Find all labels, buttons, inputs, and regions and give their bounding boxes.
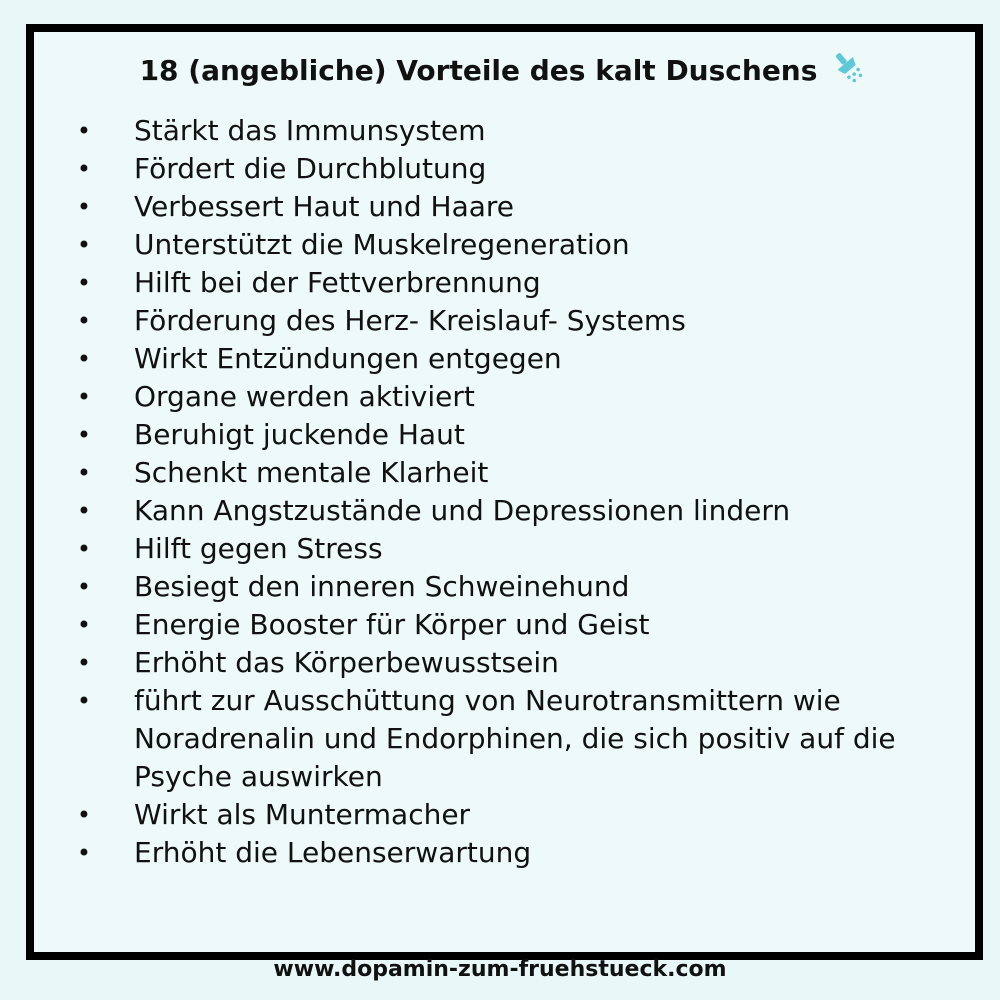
bullet-icon: • xyxy=(76,573,92,601)
bullet-icon: • xyxy=(76,649,92,677)
list-item-text: Beruhigt juckende Haut xyxy=(134,418,465,451)
list-item-text: Förderung des Herz- Kreislauf- Systems xyxy=(134,304,686,337)
bullet-icon: • xyxy=(76,117,92,145)
bullet-icon: • xyxy=(76,535,92,563)
list-item xyxy=(34,834,975,872)
list-item-text: Energie Booster für Körper und Geist xyxy=(134,608,650,641)
bullet-icon: • xyxy=(76,459,92,487)
list-item xyxy=(34,340,975,378)
list-item xyxy=(34,378,975,416)
bullet-icon: • xyxy=(76,269,92,297)
list-item xyxy=(34,530,975,568)
bullet-icon: • xyxy=(76,383,92,411)
list-item xyxy=(34,796,975,834)
list-item-text: Kann Angstzustände und Depressionen lindern xyxy=(134,494,791,527)
list-item-text: führt zur Ausschüttung von Neurotransmittern wie Noradrenalin und Endorphinen, die sich positiv auf die Psyche auswirken xyxy=(134,684,896,793)
bullet-icon: • xyxy=(76,497,92,525)
shower-icon xyxy=(829,48,869,88)
list-item-text: Schenkt mentale Klarheit xyxy=(134,456,489,489)
list-item-text: Wirkt als Muntermacher xyxy=(134,798,471,831)
list-item xyxy=(34,682,975,796)
list-item-text: Verbessert Haut und Haare xyxy=(134,190,515,223)
list-item xyxy=(34,454,975,492)
benefit-list xyxy=(34,112,975,872)
list-item-text: Organe werden aktiviert xyxy=(134,380,475,413)
content-frame xyxy=(26,24,983,960)
list-item xyxy=(34,188,975,226)
list-item xyxy=(34,226,975,264)
bullet-icon: • xyxy=(76,839,92,867)
list-item-text: Besiegt den inneren Schweinehund xyxy=(134,570,630,603)
page-title xyxy=(34,48,975,91)
list-item-text: Erhöht das Körperbewusstsein xyxy=(134,646,559,679)
list-item-text: Hilft bei der Fettverbrennung xyxy=(134,266,541,299)
bullet-icon: • xyxy=(76,307,92,335)
bullet-icon: • xyxy=(76,193,92,221)
list-item xyxy=(34,568,975,606)
bullet-icon: • xyxy=(76,345,92,373)
footer-website: www.dopamin-zum-fruehstueck.com xyxy=(273,957,727,982)
list-item xyxy=(34,492,975,530)
list-item xyxy=(34,302,975,340)
title-text: 18 (angebliche) Vorteile des kalt Duschens xyxy=(139,54,818,87)
list-item xyxy=(34,112,975,150)
list-item xyxy=(34,150,975,188)
list-item xyxy=(34,264,975,302)
list-item-text: Wirkt Entzündungen entgegen xyxy=(134,342,562,375)
list-item-text: Erhöht die Lebenserwartung xyxy=(134,836,532,869)
list-item xyxy=(34,606,975,644)
list-item xyxy=(34,644,975,682)
list-item-text: Fördert die Durchblutung xyxy=(134,152,487,185)
bullet-icon: • xyxy=(76,155,92,183)
list-item-text: Stärkt das Immunsystem xyxy=(134,114,486,147)
list-item-text: Unterstützt die Muskelregeneration xyxy=(134,228,630,261)
bullet-icon: • xyxy=(76,611,92,639)
list-item xyxy=(34,416,975,454)
list-item-text: Hilft gegen Stress xyxy=(134,532,383,565)
bullet-icon: • xyxy=(76,231,92,259)
bullet-icon: • xyxy=(76,421,92,449)
bullet-icon: • xyxy=(76,687,92,715)
bullet-icon: • xyxy=(76,801,92,829)
